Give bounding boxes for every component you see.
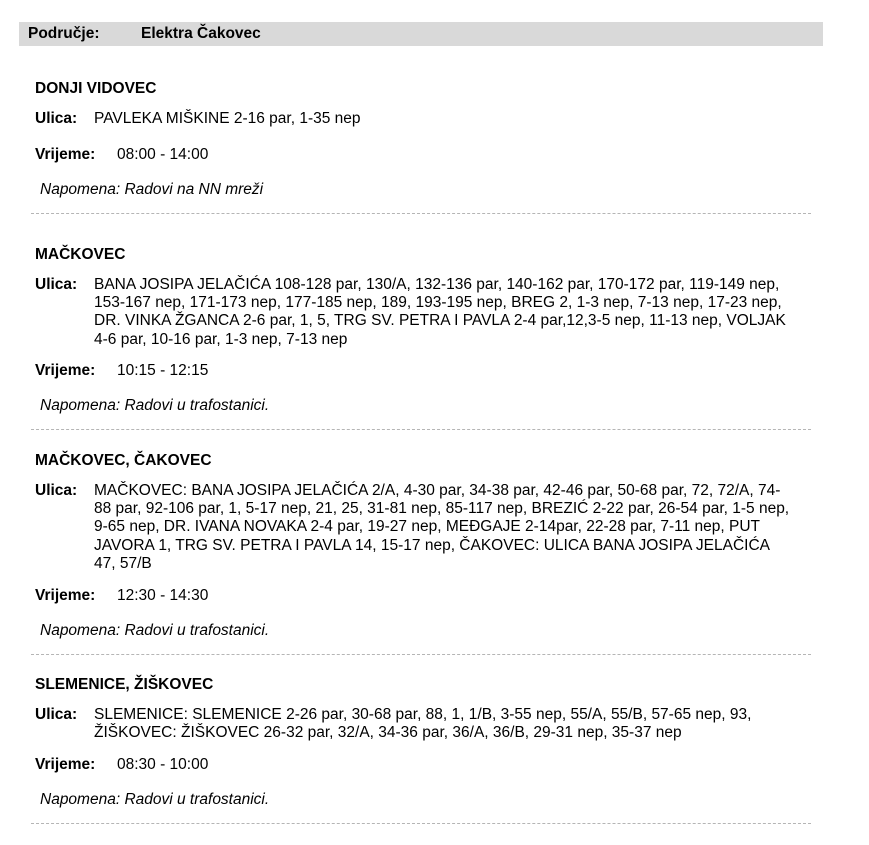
note: Napomena: Radovi u trafostanici. [40, 791, 270, 808]
street-label: Ulica: [35, 482, 78, 499]
section-title: MAČKOVEC [35, 246, 126, 263]
time-value: 08:00 - 14:00 [117, 146, 209, 163]
time-label: Vrijeme: [35, 756, 96, 773]
area-header [19, 22, 823, 46]
time-value: 10:15 - 12:15 [117, 362, 209, 379]
area-label: Područje: [28, 25, 100, 42]
outage-section-mackovec-cakovec [35, 452, 810, 642]
note: Napomena: Radovi u trafostanici. [40, 622, 270, 639]
time-label: Vrijeme: [35, 587, 96, 604]
note: Napomena: Radovi u trafostanici. [40, 397, 270, 414]
time-label: Vrijeme: [35, 146, 96, 163]
section-title: SLEMENICE, ŽIŠKOVEC [35, 676, 214, 693]
time-value: 08:30 - 10:00 [117, 756, 209, 773]
street-value: MAČKOVEC: BANA JOSIPA JELAČIĆA 2/A, 4-30 par, 34-38 par, 42-46 par, 50-68 par, 72, 72/A, 74-88 par, 92-106 par, 1, 5-17 nep, 21, 25, 31-81 nep, 85-117 nep, BREZIĆ 2-22 par, 26-54 par, 1-5 nep, 9-65 nep, DR. IVANA NOVAKA 2-4 par, 19-27 nep, MEĐGAJE 2-14par, 22-28 par, 7-11 nep, PUT JAVORA 1, TRG SV. PETRA I PAVLA 14, 15-17 nep, ČAKOVEC: ULICA BANA JOSIPA JELAČIĆA 47, 57/B [94, 482, 790, 572]
outage-section-slemenice-ziskovec [35, 676, 810, 816]
section-title: DONJI VIDOVEC [35, 80, 157, 97]
note: Napomena: Radovi na NN mreži [40, 181, 264, 198]
street-value: SLEMENICE: SLEMENICE 2-26 par, 30-68 par, 88, 1, 1/B, 3-55 nep, 55/A, 55/B, 57-65 nep, 93, ŽIŠKOVEC: ŽIŠKOVEC 26-32 par, 32/A, 34-36 par, 36/A, 36/B, 29-31 nep, 35-37 nep [94, 706, 752, 742]
section-divider [31, 429, 811, 430]
street-value: PAVLEKA MIŠKINE 2-16 par, 1-35 nep [94, 110, 361, 127]
street-label: Ulica: [35, 706, 78, 723]
street-label: Ulica: [35, 110, 78, 127]
section-divider [31, 654, 811, 655]
section-divider [31, 213, 811, 214]
area-value: Elektra Čakovec [141, 25, 261, 42]
outage-section-donji-vidovec [35, 80, 810, 200]
section-divider [31, 823, 811, 824]
street-value: BANA JOSIPA JELAČIĆA 108-128 par, 130/A, 132-136 par, 140-162 par, 170-172 par, 119-149 nep, 153-167 nep, 171-173 nep, 177-185 nep, 189, 193-195 nep, BREG 2, 1-3 nep, 7-13 nep, 17-23 nep, DR. VINKA ŽGANCA 2-6 par, 1, 5, TRG SV. PETRA I PAVLA 2-4 par,12,3-5 nep, 11-13 nep, VOLJAK 4-6 par, 10-16 par, 1-3 nep, 7-13 nep [94, 276, 786, 348]
outage-section-mackovec [35, 246, 810, 416]
section-title: MAČKOVEC, ČAKOVEC [35, 452, 212, 469]
time-label: Vrijeme: [35, 362, 96, 379]
street-label: Ulica: [35, 276, 78, 293]
time-value: 12:30 - 14:30 [117, 587, 209, 604]
